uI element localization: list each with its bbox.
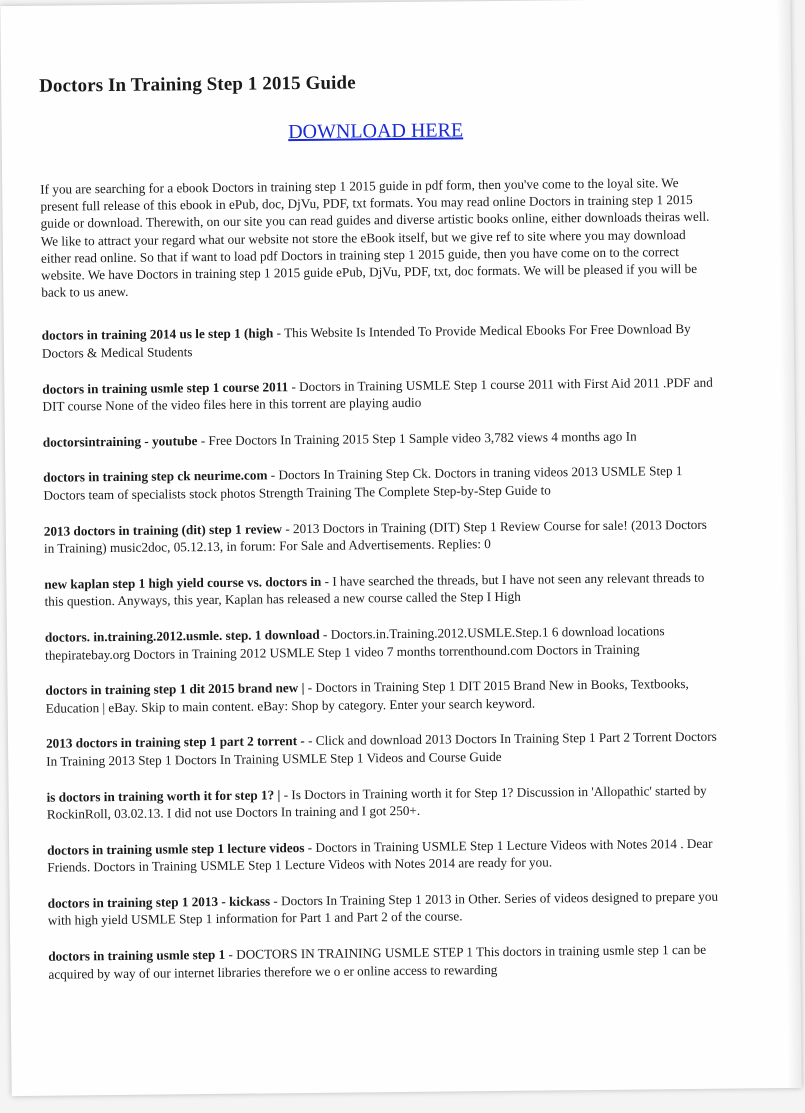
result-item <box>44 515 716 557</box>
result-item <box>42 373 714 415</box>
result-title: doctors in training step 1 dit 2015 brand new | <box>45 680 305 698</box>
result-title: doctors in training usmle step 1 course 2011 <box>42 378 289 397</box>
result-title: doctors in training step ck neurime.com <box>43 467 268 486</box>
result-item <box>45 675 717 717</box>
result-title: 2013 doctors in training (dit) step 1 review <box>43 520 283 539</box>
result-title: doctors in training step 1 2013 - kickass <box>47 893 271 911</box>
result-item <box>43 427 715 452</box>
document-content <box>39 69 721 1001</box>
result-item <box>44 568 716 610</box>
result-snippet: - This Website Is Intended To Provide Medical Ebooks For Free Download By Doctors & Medical Students <box>41 321 691 361</box>
result-item <box>48 888 720 930</box>
page-title: Doctors In Training Step 1 2015 Guide <box>39 72 356 97</box>
result-snippet: - Doctors In Training Step 1 2013 in Other. Series of videos designed to prepare you with high yield USMLE Step 1 information for Part 1 and Part 2 of the course. <box>47 888 719 929</box>
result-snippet: - DOCTORS IN TRAINING USMLE STEP 1 This doctors in training usmle step 1 can be acquired by way of our internet libraries therefore we o er online access to rewarding <box>48 941 707 982</box>
result-title: doctors in training usmle step 1 lecture videos <box>47 839 305 858</box>
result-title: doctors in training 2014 us le step 1 (high <box>41 325 274 344</box>
result-snippet: - 2013 Doctors in Training (DIT) Step 1 Review Course for sale! (2013 Doctors in Training) music2doc, 05.12.13, in forum: For Sale and Advertisements. Replies: 0 <box>43 516 707 556</box>
result-item <box>47 834 719 876</box>
result-snippet: - Doctors in Training Step 1 DIT 2015 Brand New in Books, Textbooks, Education | eBay. Skip to main content. eBay: Shop by category. Enter your search keyword. <box>45 676 689 716</box>
intro-paragraph: If you are searching for a ebook Doctors in training step 1 2015 guide in pdf form, then you've come to the loyal site. We present full release of this ebook in ePub, doc, DjVu, PDF, txt formats. You may read online Doctors in training step 1 2015 guide or download. Therewith, on our site you can read guides and diverse artistic books online, either downloads theiras well. We like to attract your regard what our website not store the eBook itself, but we give ref to site where you may download either read online. So that if want to load pdf Doctors in training step 1 2015 guide, then you have come on to the correct website. We have Doctors in training step 1 2015 guide ePub, DjVu, PDF, txt, doc formats. We will be pleased if you will be back to us anew. <box>40 175 710 300</box>
result-title: doctors. in.training.2012.usmle. step. 1 download <box>44 626 320 645</box>
result-title: 2013 doctors in training step 1 part 2 torrent - <box>45 733 305 752</box>
result-snippet: - Doctors In Training Step Ck. Doctors in traning videos 2013 USMLE Step 1 Doctors team of specialists stock photos Strength Training The Complete Step-by-Step Guide to <box>43 463 683 503</box>
result-title: new kaplan step 1 high yield course vs. doctors in <box>44 573 322 592</box>
result-title: doctorsintraining - youtube <box>42 432 198 450</box>
result-item <box>42 320 714 362</box>
result-item <box>47 781 719 823</box>
result-snippet: - Doctors in Training USMLE Step 1 course 2011 with First Aid 2011 .PDF and DIT course None of the video files here in this torrent are playing audio <box>42 374 713 414</box>
download-section <box>40 117 712 147</box>
page-edge-shadow <box>776 0 801 1088</box>
result-snippet: - Doctors in Training USMLE Step 1 Lecture Videos with Notes 2014 . Dear Friends. Doctors in Training USMLE Step 1 Lecture Videos with Notes 2014 are ready for you. <box>47 835 713 876</box>
result-item <box>43 462 715 504</box>
download-link[interactable]: DOWNLOAD HERE <box>288 119 464 144</box>
result-item <box>45 622 717 664</box>
result-snippet: - Free Doctors In Training 2015 Step 1 Sample video 3,782 views 4 months ago In <box>197 428 637 448</box>
result-title: doctors in training usmle step 1 <box>48 946 226 964</box>
result-snippet: - I have searched the threads, but I have not seen any relevant threads to this question. Anyways, this year, Kaplan has released a new course called the Step I High <box>44 569 705 610</box>
result-title: is doctors in training worth it for step 1? | <box>46 786 281 805</box>
result-snippet: - Click and download 2013 Doctors In Training Step 1 Part 2 Torrent Doctors In Training 2013 Step 1 Doctors In Training USMLE Step 1 Videos and Course Guide <box>46 729 717 769</box>
result-item <box>48 941 720 983</box>
result-item <box>46 728 718 770</box>
result-snippet: - Is Doctors in Training worth it for Step 1? Discussion in 'Allopathic' started by RockinRoll, 03.02.13. I did not use Doctors In training and I got 250+. <box>46 782 707 822</box>
result-snippet: - Doctors.in.Training.2012.USMLE.Step.1 6 download locations thepiratebay.org Doctors in Training 2012 USMLE Step 1 video 7 months torrenthound.com Doctors in Training <box>45 623 665 663</box>
